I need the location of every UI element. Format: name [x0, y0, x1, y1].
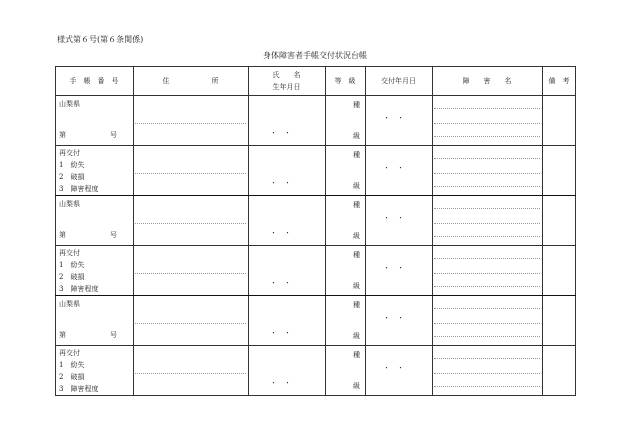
header-name: 氏 名	[272, 70, 301, 79]
grade-level-mark: 級	[353, 382, 360, 390]
disability-subline	[434, 123, 540, 124]
reissue-reason: 3 障害程度	[59, 185, 99, 193]
prefecture-label: 山梨県	[59, 300, 80, 308]
birth-date-dots: ・ ・	[270, 329, 291, 337]
document-title: 身体障害者手帳交付状況台帳	[263, 51, 367, 60]
issue-date-dots: ・ ・	[383, 314, 404, 322]
birth-date-dots: ・ ・	[270, 229, 291, 237]
header-grade: 等 級	[334, 76, 356, 85]
issue-date-dots: ・ ・	[383, 264, 404, 272]
address-subline	[135, 123, 246, 124]
birth-date-dots: ・ ・	[270, 379, 291, 387]
address-subline	[135, 223, 246, 224]
disability-subline	[434, 273, 540, 274]
row-group-bottom-line	[55, 245, 576, 246]
col-divider	[248, 66, 249, 396]
address-subline	[135, 323, 246, 324]
header-remarks: 備 考	[548, 76, 570, 85]
disability-subline	[434, 336, 540, 337]
col-divider	[133, 66, 134, 396]
number-prefix: 第	[59, 331, 66, 339]
header-issue-date: 交付年月日	[381, 76, 416, 85]
number-prefix: 第	[59, 231, 66, 239]
issue-date-dots: ・ ・	[383, 214, 404, 222]
row-group-bottom-line	[55, 145, 576, 146]
reissue-reason: 3 障害程度	[59, 285, 99, 293]
address-subline	[135, 173, 246, 174]
row-group-bottom-line	[55, 395, 576, 396]
birth-date-dots: ・ ・	[270, 279, 291, 287]
disability-subline	[434, 386, 540, 387]
number-suffix: 号	[110, 231, 117, 239]
disability-subline	[434, 223, 540, 224]
notebook-number-line	[59, 130, 117, 140]
address-subline	[135, 273, 246, 274]
col-divider	[365, 66, 366, 396]
form-label: 様式第６号(第６条関係)	[57, 35, 144, 44]
grade-level-mark: 級	[353, 182, 360, 190]
notebook-number-line	[59, 230, 117, 240]
reissue-reason: 1 紛失	[59, 261, 85, 269]
col-divider	[432, 66, 433, 396]
disability-subline	[434, 108, 540, 109]
reissue-reason: 3 障害程度	[59, 385, 99, 393]
header-notebook-number: 手 帳 番 号	[69, 76, 119, 85]
notebook-number-line	[59, 330, 117, 340]
number-suffix: 号	[110, 131, 117, 139]
disability-subline	[434, 373, 540, 374]
reissue-reason: 2 破損	[59, 173, 85, 181]
number-prefix: 第	[59, 131, 66, 139]
birth-date-dots: ・ ・	[270, 129, 291, 137]
grade-kind-mark: 種	[353, 151, 360, 159]
disability-subline	[434, 186, 540, 187]
address-subline	[135, 373, 246, 374]
disability-subline	[434, 308, 540, 309]
grade-kind-mark: 種	[353, 351, 360, 359]
grade-kind-mark: 種	[353, 251, 360, 259]
header-name-birthdate	[248, 66, 325, 95]
disability-subline	[434, 323, 540, 324]
row-group-bottom-line	[55, 295, 576, 296]
number-suffix: 号	[110, 331, 117, 339]
reissue-label: 再交付	[59, 149, 80, 157]
reissue-reason: 2 破損	[59, 273, 85, 281]
header-disability-name: 障 害 名	[462, 76, 512, 85]
reissue-label: 再交付	[59, 349, 80, 357]
col-divider	[325, 66, 326, 396]
disability-subline	[434, 286, 540, 287]
prefecture-label: 山梨県	[59, 200, 80, 208]
disability-subline	[434, 258, 540, 259]
prefecture-label: 山梨県	[59, 100, 80, 108]
grade-kind-mark: 種	[353, 101, 360, 109]
grade-kind-mark: 種	[353, 201, 360, 209]
grade-kind-mark: 種	[353, 301, 360, 309]
issue-date-dots: ・ ・	[383, 114, 404, 122]
grade-level-mark: 級	[353, 282, 360, 290]
row-group-bottom-line	[55, 195, 576, 196]
issue-date-dots: ・ ・	[383, 164, 404, 172]
reissue-reason: 1 紛失	[59, 161, 85, 169]
grade-level-mark: 級	[353, 132, 360, 140]
reissue-label: 再交付	[59, 249, 80, 257]
grade-level-mark: 級	[353, 332, 360, 340]
birth-date-dots: ・ ・	[270, 179, 291, 187]
disability-subline	[434, 158, 540, 159]
row-group-bottom-line	[55, 345, 576, 346]
header-address: 住 所	[162, 76, 219, 85]
header-birth-date: 生年月日	[272, 82, 301, 91]
header-bottom-line	[55, 95, 576, 96]
disability-subline	[434, 208, 540, 209]
disability-subline	[434, 136, 540, 137]
disability-subline	[434, 173, 540, 174]
ledger-table	[55, 66, 576, 396]
col-divider	[542, 66, 543, 396]
issue-date-dots: ・ ・	[383, 364, 404, 372]
disability-subline	[434, 358, 540, 359]
grade-level-mark: 級	[353, 232, 360, 240]
reissue-reason: 2 破損	[59, 373, 85, 381]
reissue-reason: 1 紛失	[59, 361, 85, 369]
disability-subline	[434, 236, 540, 237]
